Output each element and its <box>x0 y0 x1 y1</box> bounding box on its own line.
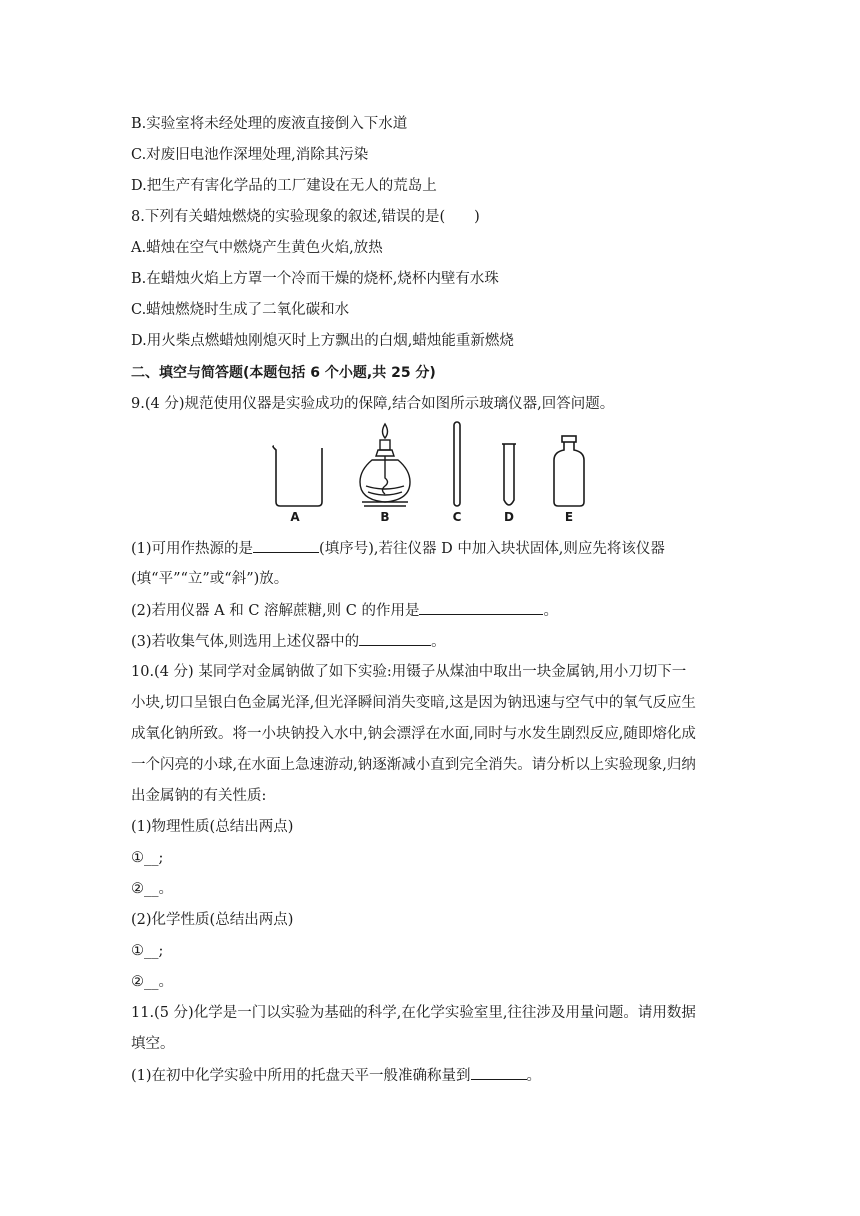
answer-blank[interactable] <box>253 538 319 553</box>
q11-part-1-text-b: 。 <box>526 1068 542 1084</box>
question-8-stem: 8.下列有关蜡烛燃烧的实验现象的叙述,错误的是( ) <box>131 209 480 225</box>
q11-part-1-text-a: (1)在初中化学实验中所用的托盘天平一般准确称量到 <box>131 1068 471 1084</box>
q9-part-3-text-a: (3)若收集气体,则选用上述仪器中的 <box>131 634 360 650</box>
q9-part-2 <box>131 600 558 621</box>
q10-line-4: 一个闪亮的小球,在水面上急速游动,钠逐渐减小直到完全消失。请分析以上实验现象,归纳 <box>131 757 696 773</box>
q9-part-1-text-b: (填序号),若往仪器 D 中加入块状固体,则应先将该仪器 <box>319 541 665 557</box>
option-d-line: D.把生产有害化学品的工厂建设在无人的荒岛上 <box>131 178 437 194</box>
option-b-line: B.实验室将未经处理的废液直接倒入下水道 <box>131 116 408 132</box>
q9-part-1-cont: (填“平”“立”或“斜”)放。 <box>131 571 289 587</box>
gas-bottle-icon <box>554 436 584 506</box>
q9-part-2-text-b: 。 <box>543 603 558 619</box>
q8-option-a: A.蜡烛在空气中燃烧产生黄色火焰,放热 <box>131 240 383 256</box>
question-9-stem: 9.(4 分)规范使用仪器是实验成功的保障,结合如图所示玻璃仪器,回答问题。 <box>131 396 615 412</box>
figure-label-a: A <box>290 510 300 524</box>
option-c-line: C.对废旧电池作深埋处理,消除其污染 <box>131 147 369 163</box>
glass-instruments-figure <box>262 420 598 524</box>
alcohol-lamp-icon <box>360 424 410 506</box>
q11-part-1 <box>131 1065 541 1086</box>
section-heading: 二、填空与简答题(本题包括 6 个小题,共 25 分) <box>131 365 436 381</box>
answer-blank[interactable] <box>471 1065 527 1080</box>
q9-part-1 <box>131 538 665 559</box>
q9-part-2-text-a: (2)若用仪器 A 和 C 溶解蔗糖,则 C 的作用是 <box>131 603 420 619</box>
answer-blank[interactable] <box>359 631 431 646</box>
beaker-icon <box>273 446 322 506</box>
q10-chemical-2: ②__。 <box>131 974 173 990</box>
q10-line-5: 出金属钠的有关性质: <box>131 788 267 804</box>
figure-label-b: B <box>380 510 390 524</box>
q11-line-2: 填空。 <box>131 1036 175 1052</box>
test-tube-icon <box>502 444 516 505</box>
q10-physical-heading: (1)物理性质(总结出两点) <box>131 819 294 835</box>
q10-line-1: 10.(4 分) 某同学对金属钠做了如下实验:用镊子从煤油中取出一块金属钠,用小刀切下一 <box>131 664 687 680</box>
q9-part-3-text-b: 。 <box>431 634 446 650</box>
answer-blank[interactable] <box>419 600 543 615</box>
q10-chemical-1: ①__; <box>131 943 164 959</box>
q9-part-3 <box>131 631 446 652</box>
q9-part-1-text-a: (1)可用作热源的是 <box>131 541 254 557</box>
figure-label-e: E <box>564 510 574 524</box>
glass-rod-icon <box>454 422 460 506</box>
q10-physical-2: ②__。 <box>131 881 173 897</box>
q10-line-3: 成氧化钠所致。将一小块钠投入水中,钠会漂浮在水面,同时与水发生剧烈反应,随即熔化成 <box>131 726 696 742</box>
figure-label-c: C <box>452 510 462 524</box>
q8-option-b: B.在蜡烛火焰上方罩一个冷而干燥的烧杯,烧杯内壁有水珠 <box>131 271 499 287</box>
q8-option-d: D.用火柴点燃蜡烛刚熄灭时上方飘出的白烟,蜡烛能重新燃烧 <box>131 333 514 349</box>
q10-physical-1: ①__; <box>131 850 164 866</box>
q8-option-c: C.蜡烛燃烧时生成了二氧化碳和水 <box>131 302 350 318</box>
q10-line-2: 小块,切口呈银白色金属光泽,但光泽瞬间消失变暗,这是因为钠迅速与空气中的氧气反应生 <box>131 695 696 711</box>
figure-label-d: D <box>504 510 514 524</box>
q11-line-1: 11.(5 分)化学是一门以实验为基础的科学,在化学实验室里,往往涉及用量问题。请用数据 <box>131 1005 696 1021</box>
q10-chemical-heading: (2)化学性质(总结出两点) <box>131 912 294 928</box>
